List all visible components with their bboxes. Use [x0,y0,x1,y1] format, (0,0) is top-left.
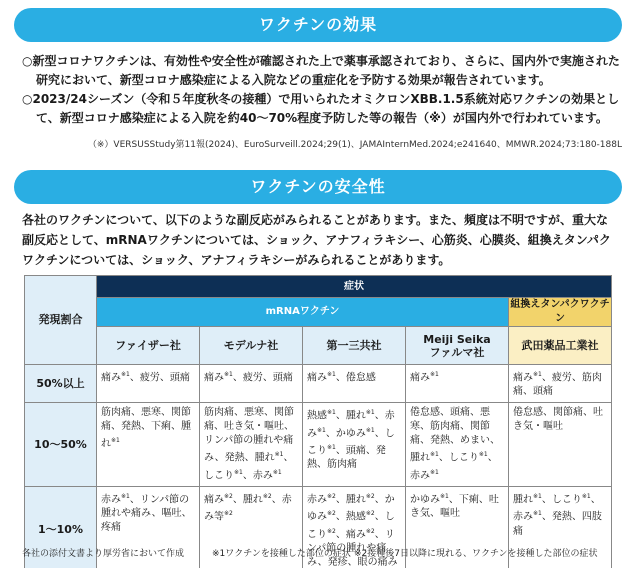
table-cell: 痛み$^{※2}$、腫れ$^{※2}$、赤み等$^{※2}$ [200,486,303,568]
maker-daiichi-sankyo: 第一三共社 [303,327,406,365]
freq-label: 10〜50% [25,403,97,487]
maker-takeda: 武田薬品工業社 [509,327,612,365]
maker-pfizer: ファイザー社 [97,327,200,365]
table-cell: 痛み$^{※1}$、倦怠感 [303,365,406,403]
table-cell: 熱感$^{※1}$、腫れ$^{※1}$、赤み$^{※1}$、かゆみ$^{※1}$、しこり$^{※1}$、頭痛、発熱、筋肉痛 [303,403,406,487]
effect-references: （※）VERSUSStudy第11報(2024)、EuroSurveill.2024;29(1)、JAMAInternMed.2024;e241640、MMWR.2024;73:180-188L [87,140,622,150]
table-cell: 赤み$^{※2}$、腫れ$^{※2}$、かゆみ$^{※2}$、熱感$^{※2}$、しこり$^{※2}$、痛み$^{※2}$、リンパ節の腫れや痛み、発疹、眼の痛み [303,486,406,568]
table-cell: 赤み$^{※1}$、リンパ節の腫れや痛み、嘔吐、疼痛 [97,486,200,568]
table-cell: 倦怠感、頭痛、悪寒、筋肉痛、関節痛、発熱、めまい、腫れ$^{※1}$、しこり$^{※1}$、赤み$^{※1}$ [406,403,509,487]
table-cell: 痛み$^{※1}$、疲労、頭痛 [97,365,200,403]
effect-section-title: ワクチンの効果 [14,8,622,42]
protein-vaccine-header: 組換えタンパクワクチン [509,298,612,327]
freq-label: 50%以上 [25,365,97,403]
table-cell: 痛み$^{※1}$、疲労、筋肉痛、頭痛 [509,365,612,403]
mrna-vaccine-header: mRNAワクチン [97,298,509,327]
row-header-label: 発現割合 [25,276,97,365]
maker-moderna: モデルナ社 [200,327,303,365]
footnote-2: ※2接種後7日以降に現れる、ワクチンを接種した部位の症状 [354,549,598,559]
freq-label: 1〜10% [25,486,97,568]
effect-paragraph-2: ○2023/24シーズン（令和５年度秋冬の接種）で用いられたオミクロンXBB.1.5系統対応ワクチンの効果として、新型コロナ感染症による入院を約40〜70%程度予防した等の報告（※）が国内外で行われています。 [22,92,620,125]
safety-intro: 各社のワクチンについて、以下のような副反応がみられることがあります。また、頻度は不明ですが、重大な副反応として、mRNAワクチンについては、ショック、アナフィラキシー、心筋炎、心膜炎、組換えタンパクワクチンについては、ショック、アナフィラキシーがみられることがあります。 [22,213,611,267]
table-cell: 筋肉痛、悪寒、関節痛、発熱、下痢、腫れ$^{※1}$ [97,403,200,487]
footnote-source: 各社の添付文書より厚労省において作成 [22,549,185,559]
table-cell: 痛み$^{※1}$ [406,365,509,403]
safety-section-title: ワクチンの安全性 [14,170,622,204]
table-cell: かゆみ$^{※1}$、下痢、吐き気、嘔吐 [406,486,509,568]
table-cell: 倦怠感、関節痛、吐き気・嘔吐 [509,403,612,487]
table-cell: 筋肉痛、悪寒、関節痛、吐き気・嘔吐、リンパ節の腫れや痛み、発熱、腫れ$^{※1}$、しこり$^{※1}$、赤み$^{※1}$ [200,403,303,487]
maker-meiji-seika: Meiji Seika ファルマ社 [406,327,509,365]
effect-paragraph-1: ○新型コロナワクチンは、有効性や安全性が確認された上で薬事承認されており、さらに、国内外で実施された研究において、新型コロナ感染症による入院などの重症化を予防する効果が報告されています。 [22,54,620,87]
table-cell: 腫れ$^{※1}$、しこり$^{※1}$、赤み$^{※1}$、発熱、四肢痛 [509,486,612,568]
symptoms-header: 症状 [97,276,612,298]
side-effects-table [24,275,612,568]
footnote-1: ※1ワクチンを接種した部位の症状 [212,549,351,559]
table-cell: 痛み$^{※1}$、疲労、頭痛 [200,365,303,403]
